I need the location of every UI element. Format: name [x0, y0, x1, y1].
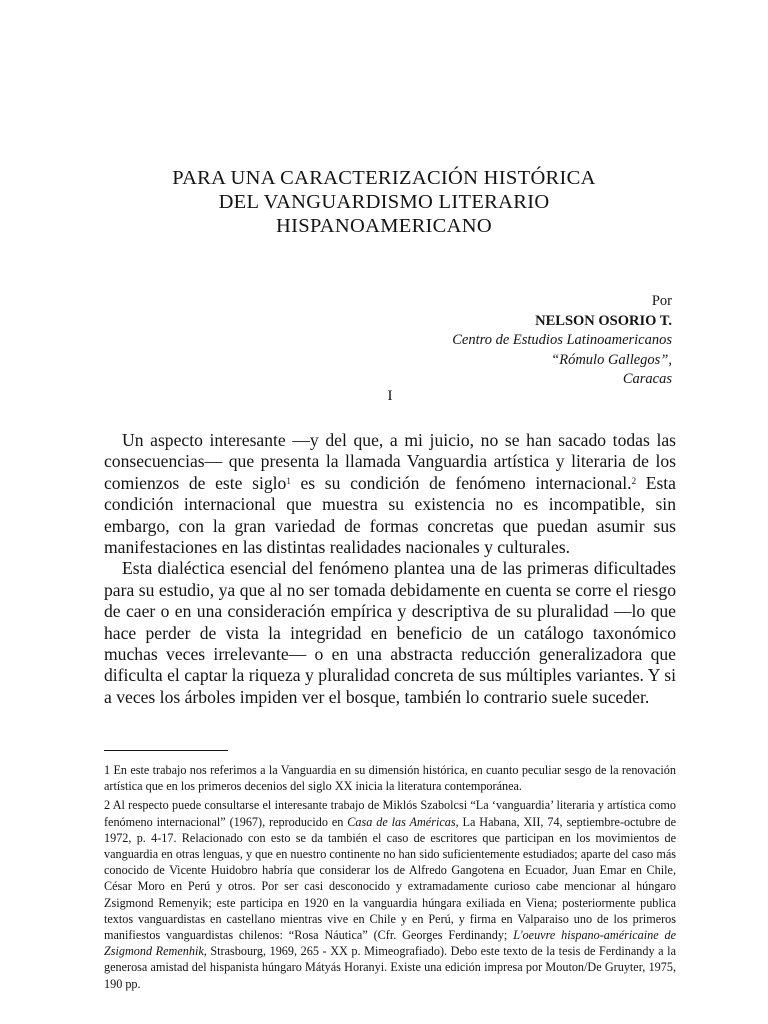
author-affiliation: Caracas [622, 371, 672, 387]
body-text [104, 430, 676, 708]
title-line: HISPANOAMERICANO [276, 215, 492, 237]
footnote: 1 En este trabajo nos referimos a la Vanguardia en su dimensión histórica, en cuanto peculiar sesgo de la renovación artística que en los primeros decenios del siglo XX inicia la literatura contemporánea. [104, 763, 676, 794]
paragraph-text: Un aspecto interesante —y del que, a mi juicio, no se han sacado todas las consecuencias— que presenta la llamada Vanguardia artística y literaria de los comienzos de este siglo [104, 430, 676, 493]
byline-por: Por [651, 293, 672, 309]
footnote-italic: L'oeuvre hispano-américaine de Zsigmond Remenhik, [104, 928, 676, 959]
author-affiliation: Centro de Estudios Latinoamericanos [452, 332, 672, 348]
title-line: PARA UNA CARACTERIZACIÓN HISTÓRICA [172, 167, 596, 189]
footnote-text: La Habana, XII, 74, septiembre-octubre de 1972, p. 4-17. Relacionado con esto se da también el caso de escritores que participan en los movimientos de vanguardia en otras lenguas, y que en nuestro continente no han sido suficientemente estudiados; aparte del caso más conocido de Vicente Huidobro habría que considerar los de Alfredo Gangotena en Ecuador, Juan Emar en Chile, César Moro en Perú y otros. Por ser casi desconocido y extramadamente curioso cabe mencionar al húngaro Zsigmond Remenyik; este participa en 1920 en la vanguardia húngara exiliada en Viena; posteriormente publica textos vanguardistas en castellano mientras vive en Chile y en Perú, y firma en Valparaiso uno de los primeros manifiestos vanguardistas chilenos: “Rosa Náutica” (Cfr. Georges Ferdinandy; [104, 814, 676, 943]
footnote [104, 797, 676, 991]
author-affiliation: “Rómulo Gallegos”, [551, 351, 672, 368]
footnote-text: 2 Al respecto puede consultarse el interesante trabajo de Miklós Szabolcsi “La ‘vanguardia’ literaria y artística como fenómeno internacional” (1967), reproducido en [104, 798, 676, 829]
author-name: NELSON OSORIO T. [535, 312, 672, 329]
footnote-italic: Casa de las Américas, [347, 814, 459, 829]
article-title [0, 166, 768, 238]
footnote-divider [104, 750, 228, 751]
footnote-text: Strasbourg, 1969, 265 - XX p. Mimeografiado). Debo este texto de la tesis de Ferdinandy a la generosa amistad del hispanista húngaro Mátyás Horanyi. Existe una edición impresa por Mouton/De Gruyter, 1975, 190 pp. [104, 944, 676, 991]
body-paragraph: Esta dialéctica esencial del fenómeno plantea una de las primeras dificultades para su estudio, ya que al no ser tomada debidamente en cuenta se corre el riesgo de caer o en una consideración empírica y descriptiva de su pluralidad —lo que hace perder de vista la integridad en beneficio de un catálogo taxonómico muchas veces irrelevante— o en una abstracta reducción generalizadora que dificulta el captar la riqueza y pluralidad concreta de sus múltiples variantes. Y si a veces los árboles impiden ver el bosque, también lo contrario suele suceder. [104, 558, 676, 707]
author-byline [452, 292, 672, 390]
title-line: DEL VANGUARDISMO LITERARIO [218, 191, 550, 213]
footnote-reference: 1 [286, 475, 291, 486]
paragraph-text: es su condición de fenómeno internacional. [290, 472, 632, 493]
footnotes [104, 762, 676, 995]
body-paragraph [104, 430, 676, 558]
footnote-reference: 2 [631, 475, 637, 486]
paragraph-text: Esta condición internacional que muestra su existencia no es incompatible, sin embargo, con la gran variedad de formas concretas que puedan asumir sus manifestaciones en las distintas realidades nacionales y culturales. [104, 472, 676, 558]
section-number: I [387, 388, 393, 404]
